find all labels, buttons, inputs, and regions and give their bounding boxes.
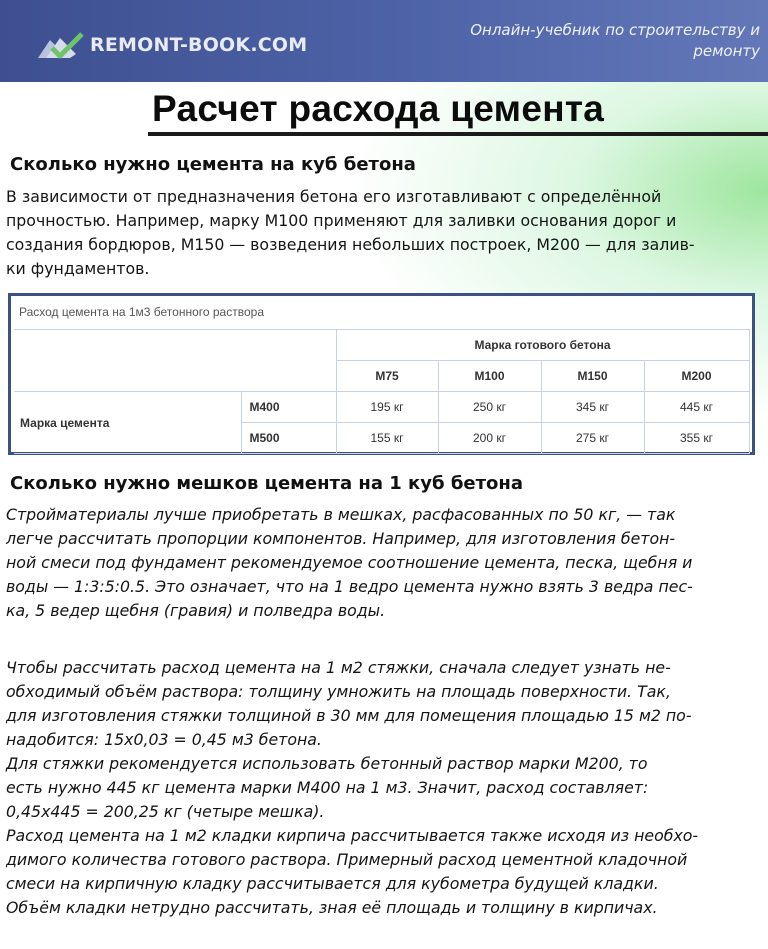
section2-line: ка, 5 ведер щебня (гравия) и полведра воды. <box>6 601 386 620</box>
site-tagline: Онлайн-учебник по строительству и ремонту <box>470 21 760 60</box>
cement-consumption-table <box>8 293 755 455</box>
table-cell: 445 кг <box>644 392 749 423</box>
section1-heading: Сколько нужно цемента на куб бетона <box>10 154 416 175</box>
table-row-group-label: Марка цемента <box>14 392 241 454</box>
section2-line: воды — 1:3:5:0.5. Это означает, что на 1 ведро цемента нужно взять 3 ведра пес- <box>6 577 693 596</box>
section1-line: В зависимости от предназначения бетона его изготавливают с определённой <box>6 187 662 206</box>
section1-line: создания бордюров, М150 — возведения небольших построек, М200 — для залив- <box>6 235 695 254</box>
section2-line: есть нужно 445 кг цемента марки М400 на 1 м3. Значит, расход составляет: <box>6 778 649 797</box>
section2-line: обходимый объём раствора: толщину умножить на площадь поверхности. Так, <box>6 682 671 701</box>
table-group-header: Марка готового бетона <box>336 330 749 361</box>
table-cell: 345 кг <box>541 392 644 423</box>
table-row <box>14 392 749 423</box>
table-row-grade: М400 <box>241 392 336 423</box>
table-col-header: М150 <box>541 361 644 392</box>
section2-line: Объём кладки нетрудно рассчитать, зная её площадь и толщину в кирпичах. <box>6 898 658 917</box>
table-row-grade: М500 <box>241 423 336 454</box>
section2-line: для изготовления стяжки толщиной в 30 мм для помещения площадью 15 м2 по- <box>6 706 692 725</box>
section2-line: димого количества готового раствора. Примерный расход цементной кладочной <box>6 850 688 869</box>
section2-line: надобится: 15х0,03 = 0,45 м3 бетона. <box>6 730 322 749</box>
cement-table <box>14 329 750 454</box>
section2-heading: Сколько нужно мешков цемента на 1 куб бетона <box>10 473 523 494</box>
logo-text: REMONT-BOOK.COM <box>90 34 308 56</box>
table-col-header: М75 <box>336 361 438 392</box>
table-cell: 195 кг <box>336 392 438 423</box>
section2-line: Расход цемента на 1 м2 кладки кирпича рассчитывается также исходя из необхо- <box>6 826 699 845</box>
section2-line: смеси на кирпичную кладку рассчитывается для кубометра будущей кладки. <box>6 874 659 893</box>
section2-line: 0,45х445 = 200,25 кг (четыре мешка). <box>6 802 325 821</box>
page-title: Расчет расхода цемента <box>152 88 605 129</box>
title-underline <box>148 132 768 136</box>
table-caption: Расход цемента на 1м3 бетонного раствора <box>19 305 264 319</box>
section2-paragraph-1 <box>6 503 762 623</box>
house-check-icon <box>36 30 86 60</box>
site-header <box>0 0 768 82</box>
section1-paragraph <box>6 185 762 281</box>
section2-paragraph-2 <box>6 656 762 920</box>
table-cell: 275 кг <box>541 423 644 454</box>
title-block <box>0 82 768 140</box>
section1-line: прочностью. Например, марку М100 применяют для заливки основания дорог и <box>6 211 677 230</box>
section2-line: Стройматериалы лучше приобретать в мешках, расфасованных по 50 кг, — так <box>6 505 676 524</box>
section1-line: ки фундаментов. <box>6 259 150 278</box>
table-col-header: М100 <box>438 361 541 392</box>
table-cell: 155 кг <box>336 423 438 454</box>
table-cell: 355 кг <box>644 423 749 454</box>
table-corner-cell <box>14 330 336 392</box>
site-logo[interactable] <box>36 28 307 62</box>
table-col-header: М200 <box>644 361 749 392</box>
section2-line: Для стяжки рекомендуется использовать бетонный раствор марки М200, то <box>6 754 648 773</box>
table-cell: 200 кг <box>438 423 541 454</box>
section2-line: Чтобы рассчитать расход цемента на 1 м2 стяжки, сначала следует узнать не- <box>6 658 671 677</box>
section2-line: ной смеси под фундамент рекомендуемое соотношение цемента, песка, щебня и <box>6 553 693 572</box>
table-cell: 250 кг <box>438 392 541 423</box>
section2-line: легче рассчитать пропорции компонентов. Например, для изготовления бетон- <box>6 529 676 548</box>
